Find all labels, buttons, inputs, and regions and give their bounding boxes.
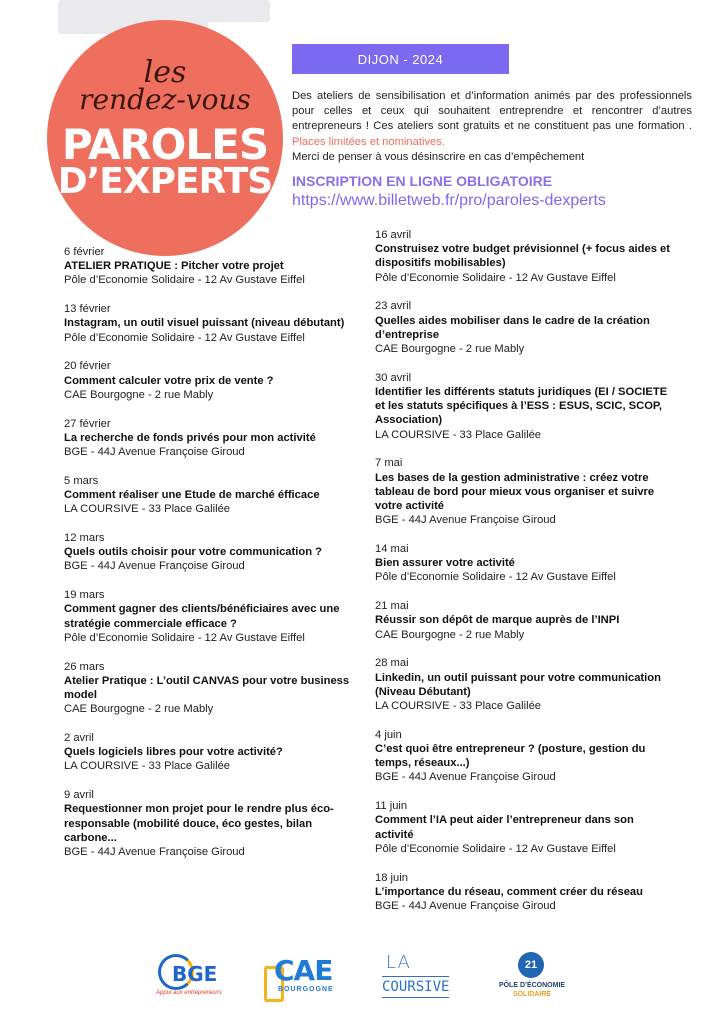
badge-line-paroles: PAROLES (61, 120, 269, 169)
cae-logo (262, 950, 342, 1006)
pole-logo-line1: PÔLE D’ÉCONOMIE (498, 982, 566, 989)
cae-logo-sub: BOURGOGNE (278, 986, 334, 993)
event-date: 21 mai (375, 600, 409, 613)
event-place: LA COURSIVE - 33 Place Galilée (64, 503, 231, 516)
events-column-right (375, 228, 675, 928)
event-date: 2 avril (64, 732, 94, 745)
cae-logo-name: CAE (274, 954, 333, 987)
coursive-logo (382, 950, 448, 1006)
event-place: BGE - 44J Avenue Françoise Giroud (375, 900, 556, 913)
badge-line-les: les (143, 55, 187, 90)
event-title: Comment l’IA peut aider l’entrepreneur dans son activité (375, 814, 634, 841)
intro-highlight: Places limitées et nominatives. (292, 135, 445, 148)
event-item (375, 456, 675, 527)
event-item (64, 359, 364, 402)
event-date: 18 juin (375, 871, 408, 884)
event-item (64, 531, 364, 574)
event-date: 26 mars (64, 660, 105, 673)
event-place: Pôle d’Economie Solidaire - 12 Av Gustave Eiffel (64, 274, 305, 287)
pole-badge-icon: 21 (518, 952, 544, 978)
event-date: 7 mai (375, 457, 403, 470)
event-item (64, 245, 364, 288)
event-date: 23 avril (375, 300, 412, 313)
pole-economie-logo (496, 950, 568, 1006)
event-date: 16 avril (375, 229, 412, 241)
event-item (375, 542, 675, 585)
event-date: 12 mars (64, 532, 105, 545)
badge-line-rendez-vous: rendez-vous (79, 83, 251, 116)
event-title: L’importance du réseau, comment créer du réseau (375, 885, 643, 898)
event-title: C’est quoi être entrepreneur ? (posture, gestion du temps, réseaux...) (375, 743, 646, 770)
pole-logo-line2: SOLIDAIRE (512, 991, 552, 998)
event-series-badge (47, 20, 283, 256)
event-place: LA COURSIVE - 33 Place Galilée (375, 428, 542, 441)
event-place: CAE Bourgogne - 2 rue Mably (375, 343, 525, 356)
inscription-heading: INSCRIPTION EN LIGNE OBLIGATOIRE (292, 173, 553, 189)
event-title: Identifier les différents statuts juridiques (EI / SOCIETE et les statuts spécifiques à l’ESS : ESUS, SCIC, SCOP, Association) (375, 386, 668, 427)
registration-link[interactable]: https://www.billetweb.fr/pro/paroles-dexperts (292, 192, 606, 209)
event-date: 5 mars (64, 474, 99, 487)
coursive-logo-name: COURSIVE (382, 976, 449, 998)
event-title: Atelier Pratique : L’outil CANVAS pour votre business model (64, 674, 350, 702)
event-date: 13 février (64, 303, 111, 316)
event-item (64, 474, 364, 517)
event-place: Pôle d’Economie Solidaire - 12 Av Gustave Eiffel (64, 631, 305, 644)
event-date: 30 avril (375, 371, 412, 384)
event-place: CAE Bourgogne - 2 rue Mably (64, 703, 214, 716)
event-date: 19 mars (64, 589, 105, 602)
event-item (64, 302, 364, 345)
event-title: Réussir son dépôt de marque auprès de l’INPI (375, 614, 620, 627)
event-item (375, 871, 675, 914)
event-date: 27 février (64, 417, 111, 430)
event-item (375, 228, 675, 285)
event-place: Pôle d’Economie Solidaire - 12 Av Gustave Eiffel (375, 271, 616, 284)
event-place: BGE - 44J Avenue Françoise Giroud (375, 771, 556, 784)
event-title: Instagram, un outil visuel puissant (niveau débutant) (64, 317, 345, 330)
event-item (375, 371, 675, 442)
events-column-left (64, 245, 364, 874)
event-title: Quels logiciels libres pour votre activité? (64, 746, 283, 759)
event-date: 6 février (64, 246, 105, 258)
event-date: 28 mai (375, 657, 409, 670)
event-item (375, 299, 675, 356)
event-title: Comment calculer votre prix de vente ? (64, 374, 274, 387)
event-place: Pôle d’Economie Solidaire - 12 Av Gustave Eiffel (375, 842, 616, 855)
event-place: Pôle d’Economie Solidaire - 12 Av Gustave Eiffel (64, 331, 305, 344)
event-place: CAE Bourgogne - 2 rue Mably (64, 388, 214, 401)
event-title: Quelles aides mobiliser dans le cadre de la création d’entreprise (375, 314, 650, 341)
coursive-logo-la: LA (386, 952, 411, 973)
event-place: LA COURSIVE - 33 Place Galilée (375, 700, 542, 713)
event-item (64, 731, 364, 774)
event-title: Construisez votre budget prévisionnel (+ focus aides et dispositifs mobilisables) (375, 243, 670, 270)
event-item (64, 588, 364, 645)
event-place: Pôle d’Economie Solidaire - 12 Av Gustave Eiffel (375, 571, 616, 584)
event-title: Comment gagner des clients/bénéficiaires avec une stratégie commerciale efficace ? (64, 603, 340, 630)
event-item (64, 660, 364, 717)
event-place: LA COURSIVE - 33 Place Galilée (64, 760, 231, 773)
partner-logos (0, 950, 724, 1010)
event-date: 11 juin (375, 800, 408, 813)
badge-line-experts: D’EXPERTS (57, 161, 273, 202)
header-decoration (200, 0, 270, 22)
event-date: 20 février (64, 360, 111, 373)
event-title: Requestionner mon projet pour le rendre plus éco-responsable (mobilité douce, éco gestes, bilan carbone... (64, 803, 334, 844)
event-title: Bien assurer votre activité (375, 557, 515, 570)
event-title: Linkedin, un outil puissant pour votre communication (Niveau Débutant) (375, 671, 661, 698)
event-item (64, 417, 364, 460)
event-date: 14 mai (375, 543, 409, 556)
event-place: BGE - 44J Avenue Françoise Giroud (64, 446, 245, 459)
event-item (375, 599, 675, 642)
event-title: Comment réaliser une Etude de marché éfficace (64, 489, 320, 502)
event-title: Quels outils choisir pour votre communication ? (64, 546, 322, 559)
bge-logo (152, 950, 222, 1006)
event-item (375, 656, 675, 713)
event-date: 4 juin (375, 728, 402, 741)
bge-logo-name: BGE (172, 962, 218, 986)
city-year-banner: DIJON - 2024 (292, 44, 509, 74)
bge-logo-tagline: Appui aux entrepreneurs (156, 990, 222, 996)
event-title: Les bases de la gestion administrative : créez votre tableau de bord pour mieux vous organiser et suivre votre activité (375, 471, 655, 513)
event-title: La recherche de fonds privés pour mon activité (64, 431, 316, 444)
event-place: BGE - 44J Avenue Françoise Giroud (375, 514, 556, 527)
event-item (375, 728, 675, 785)
event-place: CAE Bourgogne - 2 rue Mably (375, 628, 525, 641)
event-date: 9 avril (64, 789, 94, 802)
intro-paragraph (292, 89, 692, 165)
event-item (375, 799, 675, 856)
event-place: BGE - 44J Avenue Françoise Giroud (64, 560, 245, 573)
event-place: BGE - 44J Avenue Françoise Giroud (64, 846, 245, 859)
event-title: ATELIER PRATIQUE : Pitcher votre projet (64, 260, 284, 273)
event-item (64, 788, 364, 859)
intro-text: Des ateliers de sensibilisation et d’information animés par des professionnels pour celles et ceux qui souhaitent entreprendre et rencontrer d’autres entrepreneurs ! Ces ateliers sont gratuits et ne constituent pas une formation . (292, 90, 692, 133)
intro-last-line: Merci de penser à vous désinscrire en cas d’empêchement (292, 150, 585, 163)
